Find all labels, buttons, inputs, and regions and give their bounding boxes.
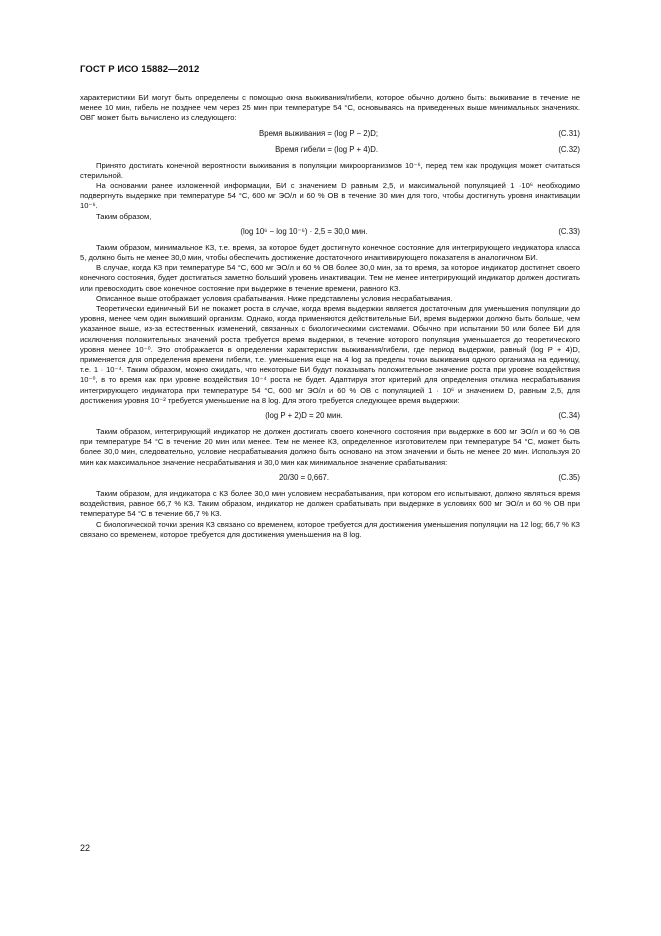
paragraph: Принято достигать конечной вероятности выживания в популяции микроорганизмов 10⁻⁶, перед тем как продукция может считаться стерильной. [80, 160, 580, 180]
paragraph: Теоретически единичный БИ не покажет роста в случае, когда время выдержки является достаточным для уменьшения популяции до уровня, менее чем один выживший организм. Однако, когда применяются действительные БИ, время выдержки должно быть больше, чем указанное выше, из-за естественных изменений, связанных с биологическими системами. Обычно при испытании 50 или более БИ для исключения положительных значений роста требуется время выдержки, в течение которого популяция уменьшается до теоретического уровня менее 10⁻⁰. Это отображается в определении характеристик выживания/гибели, где период выдержки, равный (log P + 4)D, применяется для определения времени гибели, т.е. уменьшения еще на 4 log за пределы точки выживания одного организма на единицу, т.е. 1 · 10⁻⁴. Таким образом, можно ожидать, что некоторые БИ будут показывать положительное значение роста при уровне воздействия 10⁻⁰, в то время как при уровне воздействия 10⁻⁴ роста не будет. Адаптируя этот критерий для определения отклика несрабатывания интегрирующего индикатора при температуре 54 °С, 600 мг ЭО/л и 60 % ОВ с популяцией 1 · 10⁶ и значением D, равным 2,5, для достижения уровня 10⁻² требуется уменьшение на 8 log. Для этого требуется следующее время выдержки: [80, 304, 580, 405]
equation-formula: 20/30 = 0,667. [278, 472, 330, 482]
equation-c34 [80, 411, 580, 422]
equation-number: (С.34) [558, 411, 580, 421]
paragraph: На основании ранее изложенной информации, БИ с значением D равным 2,5, и максимальной популяцией 1 ·10⁶ необходимо подвергнуть выдержке при температуре 54 °С, 600 мг ЭО/л и 60 % ОВ в течение 30 мин для того, чтобы достигнуть уровня инактивации 10⁻⁶. [80, 181, 580, 211]
equation-number: (С.31) [558, 128, 580, 138]
paragraph: характеристики БИ могут быть определены с помощью окна выживания/гибели, которое обычно должно быть: выживание в течение не менее 10 мин, гибель не позднее чем через 25 мин при температуре 54 °С, основываясь на приведенных выше минимальных значениях. ОВГ может быть вычислено из следующего: [80, 93, 580, 123]
equation-formula: (log P + 2)D = 20 мин. [265, 411, 343, 421]
document-body [80, 93, 580, 540]
document-header: ГОСТ Р ИСО 15882—2012 [80, 64, 200, 75]
paragraph: С биологической точки зрения КЗ связано со временем, которое требуется для достижения уменьшения популяции на 12 log; 66,7 % КЗ связано со временем, которое требуется для достижения уменьшения на 8 log. [80, 519, 580, 539]
paragraph: В случае, когда КЗ при температуре 54 °С, 600 мг ЭО/л и 60 % ОВ более 30,0 мин, за то время, за которое индикатор достигнет своего конечного состояния, будет достигаться заметно больший уровень инактивации. Тем не менее интегрирующий индикатор должен достигать или превосходить свое конечное состояние при выдержке в течение времени, равного КЗ. [80, 263, 580, 293]
equation-number: (С.32) [558, 144, 580, 154]
equation-number: (С.35) [558, 472, 580, 482]
equation-formula: (log 10⁶ − log 10⁻⁶) · 2,5 = 30,0 мин. [240, 226, 368, 236]
paragraph: Таким образом, [96, 211, 152, 221]
equation-c35 [80, 473, 580, 484]
paragraph: Описанное выше отображает условия срабатывания. Ниже представлены условия несрабатывания. [96, 293, 453, 303]
equation-formula: Время гибели = (log P + 4)D. [275, 144, 378, 154]
equation-formula: Время выживания = (log P − 2)D; [259, 128, 378, 138]
paragraph: Таким образом, интегрирующий индикатор не должен достигать своего конечного состояния при выдержке в 600 мг ЭО/л и 60 % ОВ при температуре 54 °С в течение 20 мин или менее. Тем не менее КЗ, определенное изготовителем при температуре 54 °С, может быть более 30,0 мин, следовательно, условие несрабатывания должно быть основано на этом значении и быть не менее 20 мин. Используя 20 мин как максимальное значение несрабатывания и 30,0 мин как минимальное значение срабатывания: [80, 427, 580, 467]
equation-number: (С.33) [558, 226, 580, 236]
paragraph: Таким образом, для индикатора с КЗ более 30,0 мин условием несрабатывания, при котором его испытывают, должно являться время воздействия, равное 66,7 % КЗ. Таким образом, индикатор не должен срабатывать при выдержке в условиях 600 мг ЭО/л и 60 % ОВ при температуре 54 °С в течение 66,7 % КЗ. [80, 488, 580, 519]
equation-c32 [80, 145, 580, 156]
page-number: 22 [80, 843, 91, 853]
equation-c33 [80, 227, 580, 238]
equation-c31 [80, 129, 580, 140]
paragraph: Таким образом, минимальное КЗ, т.е. время, за которое будет достигнуто конечное состояние для интегрирующего индикатора класса 5, должно быть не менее 30,0 мин, чтобы обеспечить достижение достаточного инактивирующего показателя в аналогичном БИ. [80, 242, 580, 263]
